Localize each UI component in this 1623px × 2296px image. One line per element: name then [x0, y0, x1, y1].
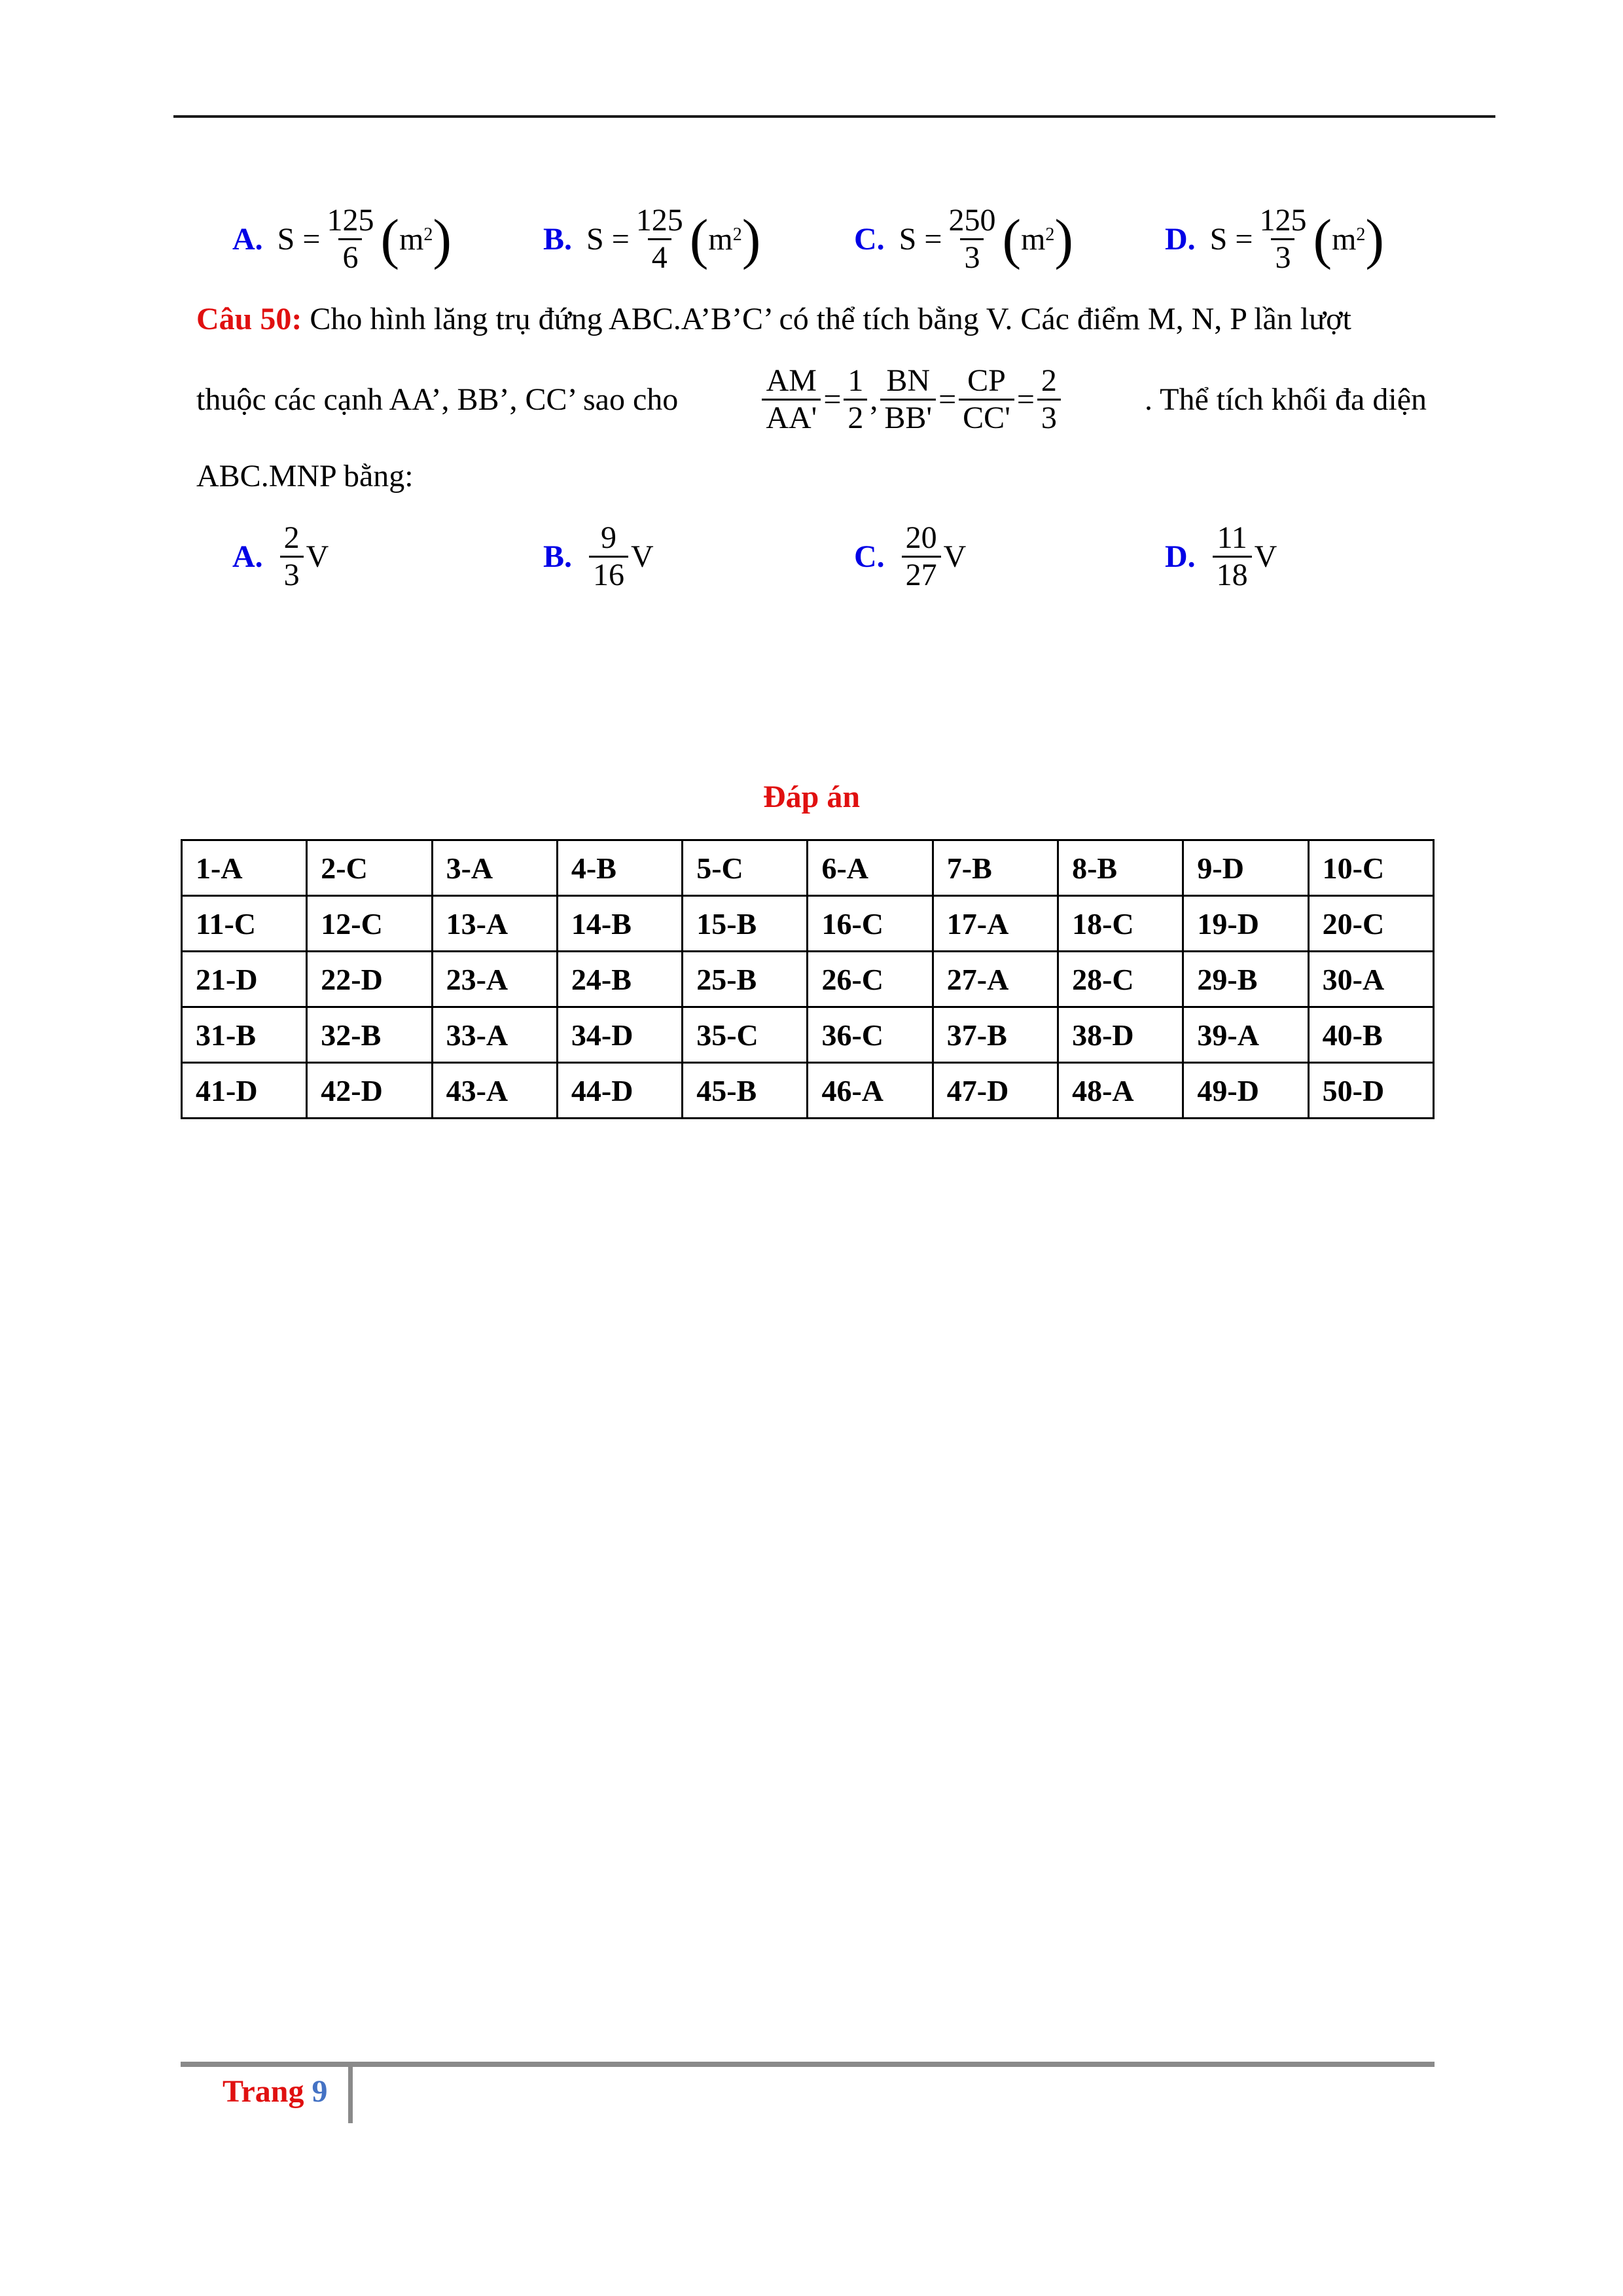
numerator: 9	[601, 520, 617, 555]
denominator: 2	[844, 399, 867, 436]
answer-cell: 8-B	[1058, 840, 1183, 896]
exponent: 2	[423, 224, 433, 245]
q50-option-b[interactable]	[543, 504, 654, 609]
fraction	[632, 203, 687, 276]
answer-cell: 26-C	[808, 952, 933, 1007]
denominator: CC'	[959, 399, 1014, 436]
answer-cell: 43-A	[432, 1063, 557, 1119]
q50-option-c[interactable]	[854, 504, 966, 609]
answer-cell: 20-C	[1308, 896, 1433, 952]
answer-cell: 10-C	[1308, 840, 1433, 896]
answer-cell: 41-D	[182, 1063, 307, 1119]
answer-cell: 31-B	[182, 1007, 307, 1063]
unit: m	[708, 221, 733, 257]
answer-cell: 48-A	[1058, 1063, 1183, 1119]
answer-cell: 45-B	[683, 1063, 808, 1119]
fraction	[1255, 203, 1310, 276]
q49-options	[232, 187, 1489, 291]
ratio-expression	[759, 363, 1063, 436]
denominator: 6	[338, 238, 362, 276]
answer-cell: 49-D	[1183, 1063, 1308, 1119]
q50-line3	[196, 458, 1427, 494]
q50-line1	[196, 301, 1427, 337]
answer-key-table	[181, 839, 1435, 1119]
lhs: S =	[1209, 221, 1253, 257]
option-label: B.	[543, 539, 573, 574]
answer-cell: 19-D	[1183, 896, 1308, 952]
option-label: C.	[854, 539, 885, 574]
answer-cell: 11-C	[182, 896, 307, 952]
exponent: 2	[1045, 224, 1055, 245]
equals-sign: =	[823, 382, 842, 417]
unit: m	[399, 221, 424, 257]
q50-option-d[interactable]	[1165, 504, 1277, 609]
answer-cell: 2-C	[307, 840, 432, 896]
exponent: 2	[732, 224, 742, 245]
fraction	[280, 520, 304, 593]
answer-cell: 47-D	[933, 1063, 1058, 1119]
answer-cell: 46-A	[808, 1063, 933, 1119]
option-label: A.	[232, 221, 263, 257]
answer-cell: 4-B	[557, 840, 682, 896]
numerator: 125	[635, 202, 683, 238]
fraction	[589, 520, 628, 593]
answer-cell: 37-B	[933, 1007, 1058, 1063]
page-label: Trang	[223, 2074, 304, 2109]
numerator: 20	[905, 520, 937, 555]
q49-option-a[interactable]: A. S = $\frac{125}{6}$ ( m $^2$ )	[232, 202, 452, 275]
answer-cell: 25-B	[683, 952, 808, 1007]
numerator: 11	[1217, 520, 1247, 555]
q50-line2	[196, 347, 1427, 452]
answer-cell: 22-D	[307, 952, 432, 1007]
answer-cell: 3-A	[432, 840, 557, 896]
answer-cell: 30-A	[1308, 952, 1433, 1007]
equals-sign: =	[938, 382, 957, 417]
numerator: 125	[327, 202, 374, 238]
answer-cell: 32-B	[307, 1007, 432, 1063]
numerator: 1	[847, 363, 864, 398]
page-value: 9	[312, 2074, 328, 2109]
fraction	[902, 520, 941, 593]
numerator: CP	[967, 363, 1006, 398]
denominator: BB'	[880, 399, 936, 436]
answer-cell: 28-C	[1058, 952, 1183, 1007]
option-label: C.	[854, 221, 885, 257]
question-text: thuộc các cạnh AA’, BB’, CC’ sao cho	[196, 382, 679, 417]
table-row	[182, 1063, 1434, 1119]
table-row	[182, 952, 1434, 1007]
option-label: D.	[1165, 539, 1196, 574]
denominator: AA'	[762, 399, 821, 436]
answer-cell: 29-B	[1183, 952, 1308, 1007]
variable: V	[943, 539, 967, 574]
q49-option-b[interactable]: B. S = $\frac{125}{4}$ ( m $^2$ )	[543, 202, 761, 275]
variable: V	[1254, 539, 1277, 574]
denominator: 27	[902, 556, 941, 593]
answer-cell: 50-D	[1308, 1063, 1433, 1119]
lhs: S =	[899, 221, 942, 257]
answer-cell: 15-B	[683, 896, 808, 952]
footer-rule	[181, 2062, 1435, 2067]
q50-option-a[interactable]	[232, 504, 329, 609]
fraction-cp-cc	[959, 363, 1014, 436]
answer-cell: 21-D	[182, 952, 307, 1007]
answer-cell: 24-B	[557, 952, 682, 1007]
variable: V	[631, 539, 654, 574]
numerator: 125	[1259, 202, 1307, 238]
answer-cell: 34-D	[557, 1007, 682, 1063]
table-row	[182, 896, 1434, 952]
footer-divider	[348, 2067, 353, 2123]
answer-cell: 44-D	[557, 1063, 682, 1119]
question-text: ABC.MNP bằng:	[196, 459, 414, 493]
answer-cell: 42-D	[307, 1063, 432, 1119]
answer-cell: 33-A	[432, 1007, 557, 1063]
answer-cell: 38-D	[1058, 1007, 1183, 1063]
q49-option-c[interactable]: C. S = $\frac{250}{3}$ ( m $^2$ )	[854, 202, 1074, 275]
answer-cell: 17-A	[933, 896, 1058, 952]
numerator: 250	[948, 202, 996, 238]
numerator: BN	[886, 363, 931, 398]
unit: m	[1332, 221, 1357, 257]
denominator: 3	[960, 238, 984, 276]
numerator: 2	[1041, 363, 1057, 398]
answer-cell: 16-C	[808, 896, 933, 952]
fraction	[1213, 520, 1252, 593]
variable: V	[306, 539, 329, 574]
answer-cell: 23-A	[432, 952, 557, 1007]
answer-cell: 27-A	[933, 952, 1058, 1007]
answer-cell: 9-D	[1183, 840, 1308, 896]
denominator: 3	[280, 556, 304, 593]
answer-cell: 14-B	[557, 896, 682, 952]
numerator: AM	[766, 363, 817, 398]
answer-cell: 35-C	[683, 1007, 808, 1063]
answer-cell: 39-A	[1183, 1007, 1308, 1063]
option-label: A.	[232, 539, 263, 574]
fraction	[323, 203, 378, 276]
table-row	[182, 840, 1434, 896]
fraction-one-half	[844, 363, 867, 436]
answer-key-title: Đáp án	[762, 780, 861, 814]
denominator: 16	[589, 556, 628, 593]
table-row	[182, 1007, 1434, 1063]
option-label: D.	[1165, 221, 1196, 257]
answer-cell: 7-B	[933, 840, 1058, 896]
lhs: S =	[277, 221, 321, 257]
answer-cell: 5-C	[683, 840, 808, 896]
fraction	[944, 203, 999, 276]
page-number	[223, 2073, 327, 2109]
comma: ,	[870, 382, 878, 417]
fraction-am-aa	[762, 363, 821, 436]
answer-cell: 36-C	[808, 1007, 933, 1063]
header-rule	[173, 115, 1495, 118]
option-label: B.	[543, 221, 573, 257]
question-label: Câu 50:	[196, 302, 302, 336]
denominator: 18	[1213, 556, 1252, 593]
fraction-bn-bb	[880, 363, 936, 436]
unit: m	[1021, 221, 1046, 257]
question-text: . Thể tích khối đa diện	[1144, 382, 1427, 417]
answer-cell: 18-C	[1058, 896, 1183, 952]
fraction-two-thirds	[1037, 363, 1061, 436]
answer-cell: 1-A	[182, 840, 307, 896]
exponent: 2	[1356, 224, 1366, 245]
equals-sign: =	[1016, 382, 1035, 417]
denominator: 3	[1271, 238, 1294, 276]
answer-cell: 12-C	[307, 896, 432, 952]
numerator: 2	[283, 520, 300, 555]
denominator: 3	[1037, 399, 1061, 436]
answer-cell: 13-A	[432, 896, 557, 952]
denominator: 4	[648, 238, 671, 276]
q50-options	[232, 504, 1489, 609]
lhs: S =	[586, 221, 630, 257]
q49-option-d[interactable]: D. S = $\frac{125}{3}$ ( m $^2$ )	[1165, 202, 1385, 275]
answer-cell: 6-A	[808, 840, 933, 896]
answer-cell: 40-B	[1308, 1007, 1433, 1063]
question-text: Cho hình lăng trụ đứng ABC.A’B’C’ có thể tích bằng V. Các điểm M, N, P lần lượt	[310, 302, 1351, 336]
